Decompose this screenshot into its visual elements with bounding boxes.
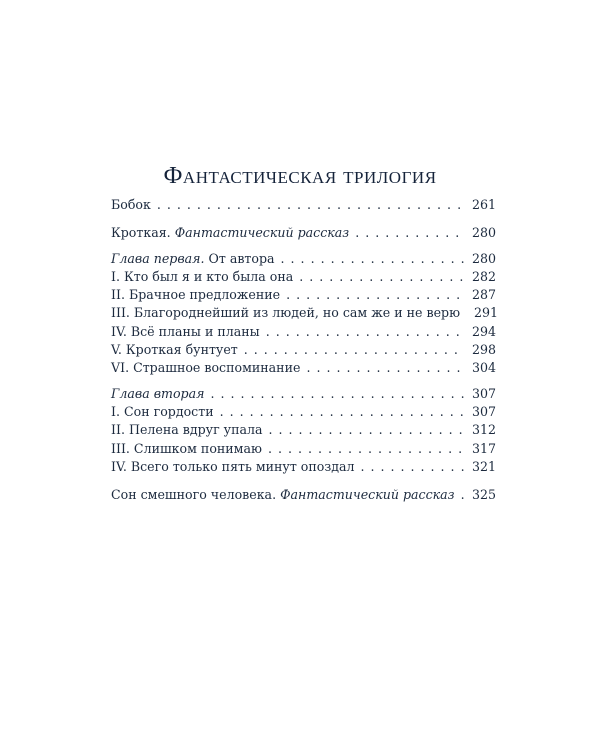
leader-dots bbox=[266, 323, 464, 341]
toc-page-number: 317 bbox=[471, 440, 496, 456]
toc-page-number: 307 bbox=[471, 385, 496, 401]
toc-page-number: 304 bbox=[471, 360, 496, 376]
toc-entry-1-2[interactable] bbox=[111, 286, 496, 304]
toc-page-number: 280 bbox=[471, 225, 496, 241]
leader-dots bbox=[299, 268, 464, 286]
leader-dots bbox=[286, 286, 464, 304]
section-title: Фантастическая трилогия bbox=[163, 163, 437, 189]
leader-dots bbox=[306, 359, 464, 377]
toc-page-number: 287 bbox=[471, 287, 496, 303]
leader-dots bbox=[244, 341, 464, 359]
toc-page-number: 294 bbox=[471, 323, 496, 339]
toc-entry-label: II. Пелена вдруг упала bbox=[111, 422, 263, 438]
leader-dots bbox=[268, 440, 464, 458]
toc-entry-label: Сон смешного человека. Фантастический рассказ bbox=[111, 487, 455, 503]
toc-entry-1-1[interactable] bbox=[111, 268, 496, 286]
toc-entry-1-6[interactable] bbox=[111, 359, 496, 377]
toc-entry-label: I. Сон гордости bbox=[111, 403, 214, 419]
toc-entry-2-1[interactable] bbox=[111, 403, 496, 421]
toc-entry-label: Кроткая. Фантастический рассказ bbox=[111, 225, 350, 241]
toc-entry-label: III. Благороднейший из людей, но сам же и не верю bbox=[111, 305, 461, 321]
toc-page-number: 298 bbox=[471, 342, 496, 358]
toc-page-number: 321 bbox=[471, 458, 496, 474]
toc-page-number: 280 bbox=[471, 250, 496, 266]
toc-entry-label: V. Кроткая бунтует bbox=[111, 342, 238, 358]
toc-page-number: 291 bbox=[474, 305, 499, 321]
toc-entry-2-2[interactable] bbox=[111, 421, 496, 439]
toc-entry-1-4[interactable] bbox=[111, 323, 496, 341]
toc-page-number: 261 bbox=[471, 197, 496, 212]
toc-entry-krotkaya[interactable] bbox=[111, 224, 496, 242]
toc-entry-label: Глава вторая bbox=[111, 385, 205, 401]
leader-dots bbox=[461, 486, 464, 504]
toc-page-number: 282 bbox=[471, 268, 496, 284]
leader-dots bbox=[220, 403, 464, 421]
leader-dots bbox=[281, 250, 464, 268]
leader-dots bbox=[361, 458, 465, 476]
toc-entry-label: II. Брачное предложение bbox=[111, 287, 281, 303]
toc-page-number: 307 bbox=[471, 403, 496, 419]
toc-entry-label: IV. Всего только пять минут опоздал bbox=[111, 458, 355, 474]
toc-entry-chapter-two[interactable] bbox=[111, 385, 496, 403]
toc-entry-1-5[interactable] bbox=[111, 341, 496, 359]
leader-dots bbox=[269, 421, 465, 439]
leader-dots bbox=[210, 385, 464, 403]
toc-entry-label: III. Слишком понимаю bbox=[111, 440, 262, 456]
toc-entry-label: Бобок bbox=[111, 197, 151, 212]
toc-entry-label: I. Кто был я и кто была она bbox=[111, 268, 294, 284]
toc-entry-son-smeshnogo[interactable] bbox=[111, 486, 496, 504]
toc-entry-label: Глава первая. От автора bbox=[111, 250, 275, 266]
toc-entry-2-4[interactable] bbox=[111, 458, 496, 476]
toc-entry-label: VI. Страшное воспоминание bbox=[111, 360, 301, 376]
toc-entry-1-3[interactable] bbox=[111, 304, 499, 322]
toc-entry-2-3[interactable] bbox=[111, 440, 496, 458]
toc-entry-chapter-one[interactable] bbox=[111, 250, 496, 268]
toc-page-number: 325 bbox=[471, 487, 496, 503]
leader-dots bbox=[157, 196, 464, 214]
table-of-contents bbox=[111, 196, 499, 504]
toc-entry-label: IV. Всё планы и планы bbox=[111, 323, 260, 339]
leader-dots bbox=[355, 224, 464, 242]
toc-page-number: 312 bbox=[471, 422, 496, 438]
toc-entry-bobok[interactable] bbox=[111, 196, 496, 214]
